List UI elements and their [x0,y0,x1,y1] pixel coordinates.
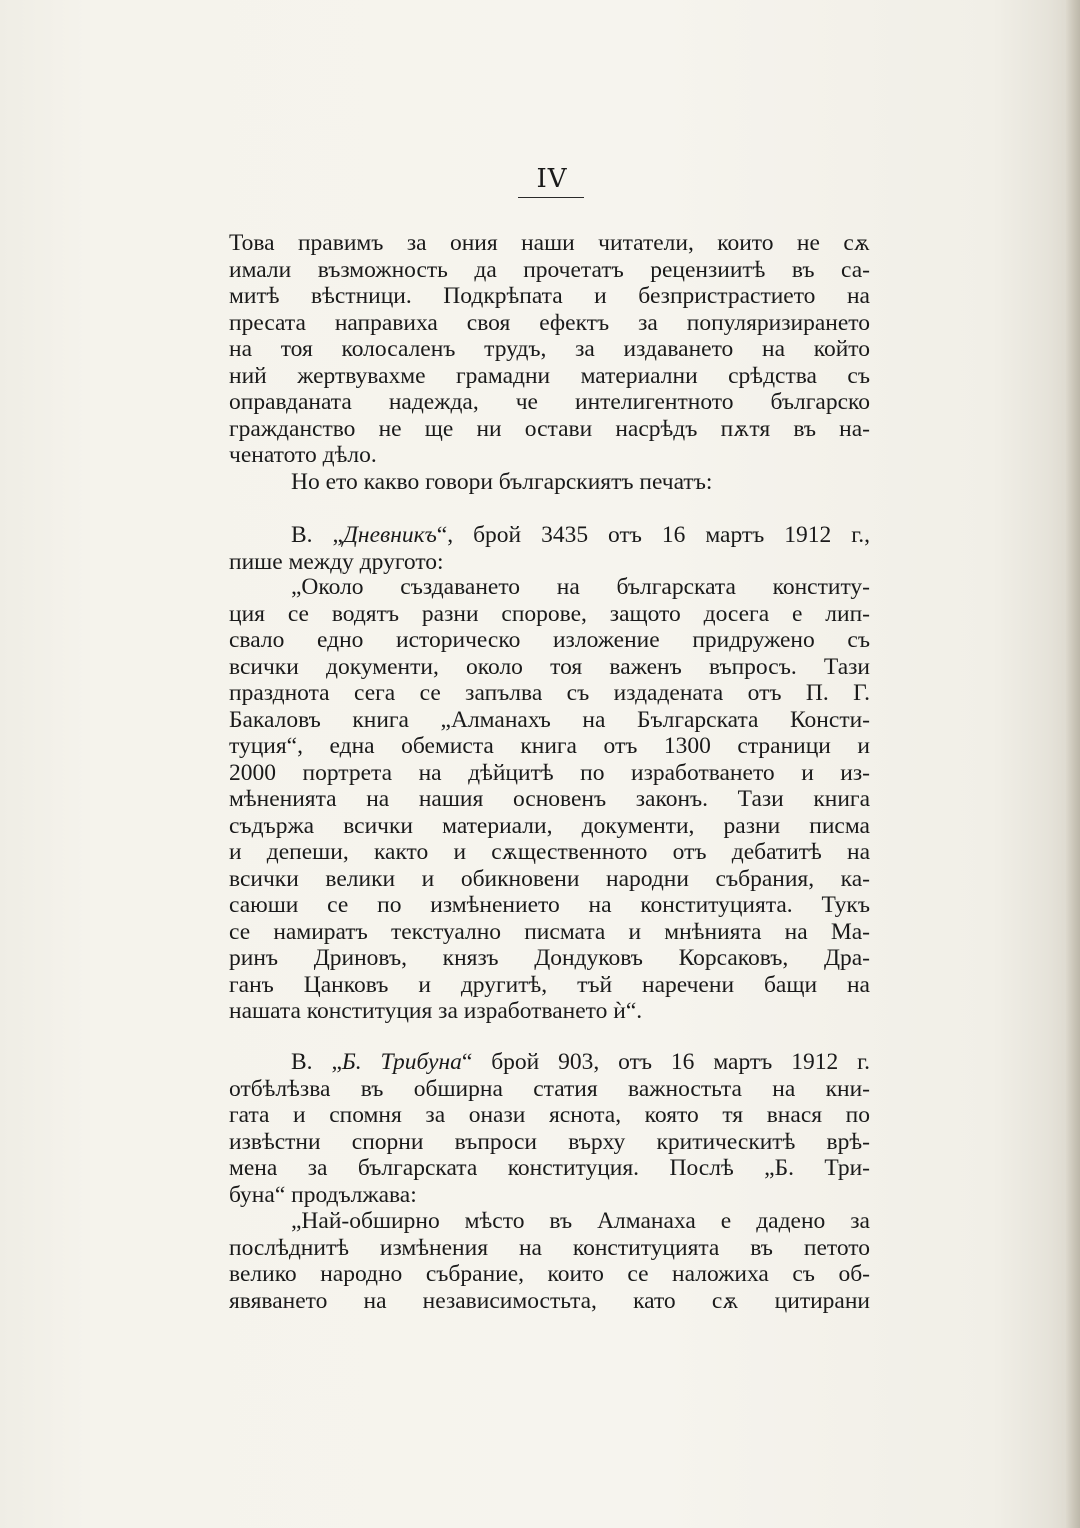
text-line: всички велики и обикновени народни събрания, ка- [229,865,870,892]
text-line: послѣднитѣ измѣнения на конституцията въ петото [229,1234,870,1261]
text-line: на тоя колосаленъ трудъ, за издаването на който [229,336,870,362]
text-line: саюши се по измѣнението на конституцията. Тукъ [229,892,870,918]
newspaper-title: Б. Трибуна [341,1049,462,1075]
text-line: Бакаловъ книга „Алманахъ на Българската Консти- [229,706,870,733]
page-number: IV [536,164,568,194]
page-edge-shadow [1066,0,1080,1528]
text-line: всички документи, около тоя важенъ въпросъ. Тази [229,653,870,680]
paragraph-tribuna [229,1049,870,1208]
citation-suffix: “ брой 903, отъ 16 мартъ 1912 г. [461,1049,870,1075]
text-line: 2000 портрета на дѣйцитѣ по изработването и из- [229,759,870,786]
newspaper-title: Дневникъ [342,522,437,548]
text-line: гата и спомня за онази яснота, която тя внася по [229,1102,870,1128]
text-line: и депеши, както и сѫщественното отъ дебатитѣ на [229,839,870,865]
text-line: пише между другото: [229,548,444,575]
text-line: празднота сега се запълва съ издадената отъ П. Г. [229,680,870,706]
text-line: митѣ вѣстници. Подкрѣпата и безпристрастието на [229,283,870,309]
text-line: ринъ Дриновъ, князъ Дондуковъ Корсаковъ, Дра- [229,945,870,971]
text-line: съдържа всички материали, документи, разни писма [229,812,870,839]
text-line: туция“, една обемиста книга отъ 1300 страници и [229,733,870,759]
paragraph-dnevnik [229,522,870,575]
quote-tribuna [229,1208,870,1314]
text-line: велико народно събрание, които се наложиха съ об- [229,1261,870,1287]
text-line: ганъ Цанковъ и другитѣ, тъй наречени бащи на [229,971,870,998]
text-line: отбѣлѣзва въ обширна статия важностьта на кни- [229,1075,870,1102]
text-line: ний жертвувахме грамадни материални срѣдства съ [229,362,870,389]
text-line: ченатото дѣло. [229,442,377,468]
text-line: имали възможность да прочетатъ рецензиитѣ въ са- [229,256,870,283]
citation-prefix: В. „ [291,522,343,548]
quote-dnevnik [229,574,870,1025]
text-line: извѣстни спорни въпроси върху критическитѣ врѣ- [229,1128,870,1155]
text-line: „Най-обширно мѣсто въ Алманаха е дадено за [291,1208,870,1234]
page-number-underline [518,197,584,198]
text-line: оправданата надежда, че интелигентното българско [229,389,870,415]
text-line: се намиратъ текстуално писмата и мнѣнията на Ма- [229,918,870,945]
citation-suffix: “, брой 3435 отъ 16 мартъ 1912 г., [436,522,870,548]
citation-line [229,522,870,549]
text-line: „Около създаването на българската конститу- [291,574,870,600]
text-line: мѣненията на нашия основенъ законъ. Тази книга [229,786,870,812]
text-line: Но ето какво говори българскиятъ печатъ: [291,468,713,495]
text-line: Това правимъ за ония наши читатели, които не сѫ [229,230,870,256]
text-line: ция се водятъ разни спорове, защото досега е лип- [229,600,870,627]
text-line: явяването на независимостьта, като сѫ цитирани [229,1287,870,1314]
text-line: мена за българската конституция. Послѣ „Б. Три- [229,1155,870,1181]
text-line: пресата направиха своя ефектъ за популяризирането [229,309,870,336]
citation-prefix: В. „ [291,1049,342,1075]
text-line: гражданство не ще ни остави насрѣдъ пѫтя въ на- [229,415,870,442]
text-line: буна“ продължава: [229,1181,417,1208]
paragraph-intro [229,230,870,495]
text-line: свало едно историческо изложение придружено съ [229,627,870,653]
citation-line [229,1049,870,1076]
text-line: нашата конституция за изработването ѝ“. [229,998,643,1024]
